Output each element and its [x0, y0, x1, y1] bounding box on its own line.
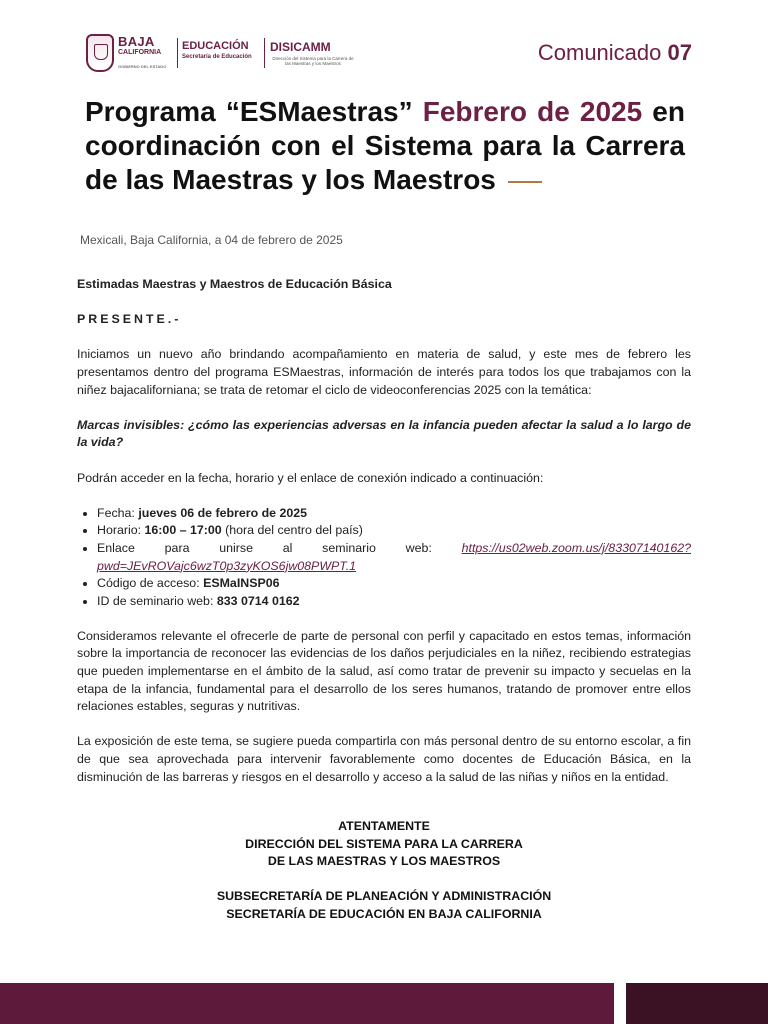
closing-atentamente: ATENTAMENTE [338, 819, 430, 833]
salutation: Estimadas Maestras y Maestros de Educación Básica [77, 277, 392, 291]
presente: PRESENTE.- [77, 312, 182, 327]
educacion-logo [182, 40, 252, 60]
signature-block [0, 818, 768, 924]
codigo-value: ESMaINSP06 [203, 576, 280, 591]
paragraph-intro: Iniciamos un nuevo año brindando acompañamiento en materia de salud, y este mes de febrero les presentamos dentro del programa ESMaestras, información de interés para todos los que trabajamos con la niñez bajacaliforniana; se trata de retomar el ciclo de videoconferencias 2025 con la temática: [77, 347, 691, 397]
page-title [85, 95, 685, 197]
closing-direccion-1: DIRECCIÓN DEL SISTEMA PARA LA CARRERA [245, 836, 523, 851]
title-part2: en coordinación con el Sistema para la Carrera de las Maestras y los Maestros [85, 96, 685, 195]
theme-title: Marcas invisibles: ¿cómo las experiencias adversas en la infancia pueden afectar la salud a lo largo de la vida? [77, 417, 691, 450]
list-item-horario: • Horario: 16:00 – 17:00 (hora del centro del país) [97, 522, 691, 540]
horario-value: 16:00 – 17:00 [144, 523, 222, 538]
logo-bc-name: BAJA [118, 34, 155, 49]
title-part1: Programa “ESMaestras” [85, 96, 423, 127]
comunicado-number: 07 [667, 40, 692, 65]
logo-edu-name: EDUCACIÓN [182, 40, 249, 52]
id-value: 833 0714 0162 [216, 593, 300, 608]
paragraph-access: Podrán acceder en la fecha, horario y el enlace de conexión indicado a continuación: [77, 470, 544, 485]
coat-of-arms-icon [86, 34, 114, 72]
fecha-value: jueves 06 de febrero de 2025 [138, 505, 308, 520]
title-accent-dash [508, 181, 542, 183]
details-list [77, 505, 691, 611]
closing-secretaria: SECRETARÍA DE EDUCACIÓN EN BAJA CALIFORNIA [226, 906, 542, 921]
letterhead [86, 34, 692, 74]
footer-bar [0, 983, 614, 1024]
list-item-codigo: • Código de acceso: ESMaINSP06 [97, 575, 691, 593]
logo-dis-sub: Dirección del Sistema para la Carrera de las Maestras y los Maestros [272, 56, 354, 66]
paragraph-relevance: Consideramos relevante el ofrecerle de parte de personal con perfil y capacitado en estos temas, información sobre la importancia de reconocer las evidencias de los daños perjudiciales en la niñez, recibiendo estrategias que pueden implementarse en el ámbito de la salud, así como tratar de prevenir su impacto y secuelas en la etapa de la infancia, fundamental para el desarrollo de los seres humanos, tratando de promover entre ellos relaciones estables, seguras y nutritivas. [77, 628, 691, 714]
paragraph-share: La exposición de este tema, se sugiere pueda compartirla con más personal dentro de su entorno escolar, a fin de que sea aprovechada para intervenir favorablemente como docentes de Educación Básica, en la disminución de las barreras y riesgos en el desarrollo y acceso a la salud de las niñas y niños en la entidad. [77, 734, 691, 784]
baja-california-logo [86, 34, 176, 74]
logo-bc-sub: CALIFORNIA [118, 49, 162, 56]
list-item-fecha: • Fecha: jueves 06 de febrero de 2025 [97, 505, 691, 523]
closing-subsecretaria: SUBSECRETARÍA DE PLANEACIÓN Y ADMINISTRACIÓN [216, 889, 552, 904]
logo-divider [264, 38, 265, 68]
list-item-enlace: • Enlace para unirse al seminario web: https://us02web.zoom.us/j/83307140162? pwd=JEvROVajc6wzT0p3zyKOS6jw08PWPT.1 [97, 540, 691, 575]
place-date: Mexicali, Baja California, a 04 de febrero de 2025 [80, 233, 343, 247]
list-item-id: • ID de seminario web: 833 0714 0162 [97, 593, 691, 611]
zoom-link[interactable]: https://us02web.zoom.us/j/83307140162? [461, 540, 691, 555]
zoom-link-continued[interactable]: pwd=JEvROVajc6wzT0p3zyKOS6jw08PWPT.1 [97, 558, 357, 573]
logo-edu-sub: Secretaría de Educación [182, 54, 252, 60]
logo-divider [177, 38, 178, 68]
comunicado-label [538, 40, 692, 66]
logo-bc-tag: GOBIERNO DEL ESTADO [118, 64, 167, 69]
footer-bar-accent [626, 983, 768, 1024]
logo-dis-name: DISICAMM [270, 40, 331, 54]
letter-body [77, 276, 691, 804]
closing-direccion-2: DE LAS MAESTRAS Y LOS MAESTROS [267, 854, 501, 869]
comunicado-text: Comunicado [537, 40, 662, 65]
disicamm-logo [270, 40, 356, 66]
title-highlight: Febrero de 2025 [422, 96, 643, 127]
